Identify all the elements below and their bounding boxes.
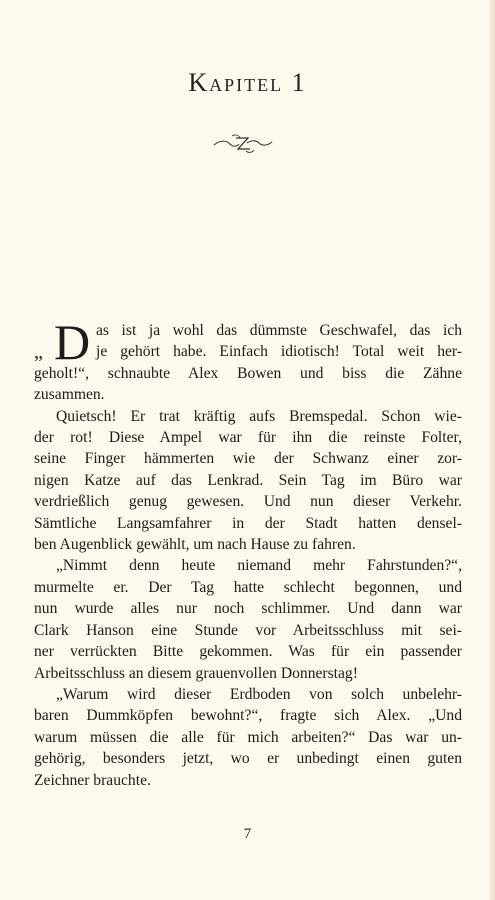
paragraph-1	[34, 314, 462, 406]
text-line: Sämtliche Langsamfahrer in der Stadt hatten densel-	[34, 514, 462, 532]
paragraph-3	[34, 555, 462, 683]
text-line: as ist ja wohl das dümmste Geschwafel, das ich	[96, 322, 462, 339]
text-line: ben Augenblick gewählt, um nach Hause zu fahren.	[34, 536, 356, 554]
text-line: nigen Katze auf das Lenkrad. Sein Tag im Büro war	[34, 471, 462, 489]
text-line: zusammen.	[34, 386, 105, 404]
text-line: nun wurde alles nur noch schlimmer. Und dann war	[34, 600, 462, 618]
text-line: warum müssen die alle für mich arbeiten?“ Das war un-	[34, 728, 462, 746]
chapter-text	[34, 314, 462, 791]
text-line: Clark Hanson eine Stunde vor Arbeitsschluss mit sei-	[34, 621, 462, 639]
paragraph-2	[34, 406, 462, 556]
text-line: „Warum wird dieser Erdboden von solch unbelehr-	[56, 685, 462, 703]
text-line: geholt!“, schnaubte Alex Bowen und biss die Zähne	[34, 364, 462, 382]
text-line: Zeichner brauchte.	[34, 771, 151, 789]
text-line: Quietsch! Er trat kräftig aufs Bremspedal. Schon wie-	[56, 407, 462, 425]
page-edge	[489, 0, 495, 900]
chapter-title: Kapitel 1	[188, 68, 307, 97]
text-line: verdrießlich genug gewesen. Und nun dieser Verkehr.	[34, 493, 462, 511]
text-line: je gehört habe. Einfach idiotisch! Total weit her-	[96, 343, 462, 361]
text-line: murmelte er. Der Tag hatte schlecht begonnen, und	[34, 578, 462, 596]
text-line: Arbeitsschluss an diesem grauenvollen Donnerstag!	[34, 664, 358, 682]
paragraph-4	[34, 684, 462, 791]
text-line: baren Dummköpfen bewohnt?“, fragte sich Alex. „Und	[34, 707, 462, 725]
text-line: gehörig, besonders jetzt, wo er unbedingt einen guten	[34, 750, 462, 768]
page-number: 7	[243, 826, 252, 842]
text-line: der rot! Diese Ampel war für ihn die reinste Folter,	[34, 429, 462, 447]
scroll-flourish-icon	[212, 132, 274, 154]
text-line: seine Finger hämmerten wie der Schwanz einer zor-	[34, 450, 462, 468]
drop-cap: D	[54, 314, 91, 370]
text-line: ner verrückten Bitte gekommen. Was für ein passender	[34, 643, 462, 661]
text-line: „Nimmt denn heute niemand mehr Fahrstunden?“,	[56, 557, 462, 575]
opening-quote-mark: „	[34, 341, 43, 363]
